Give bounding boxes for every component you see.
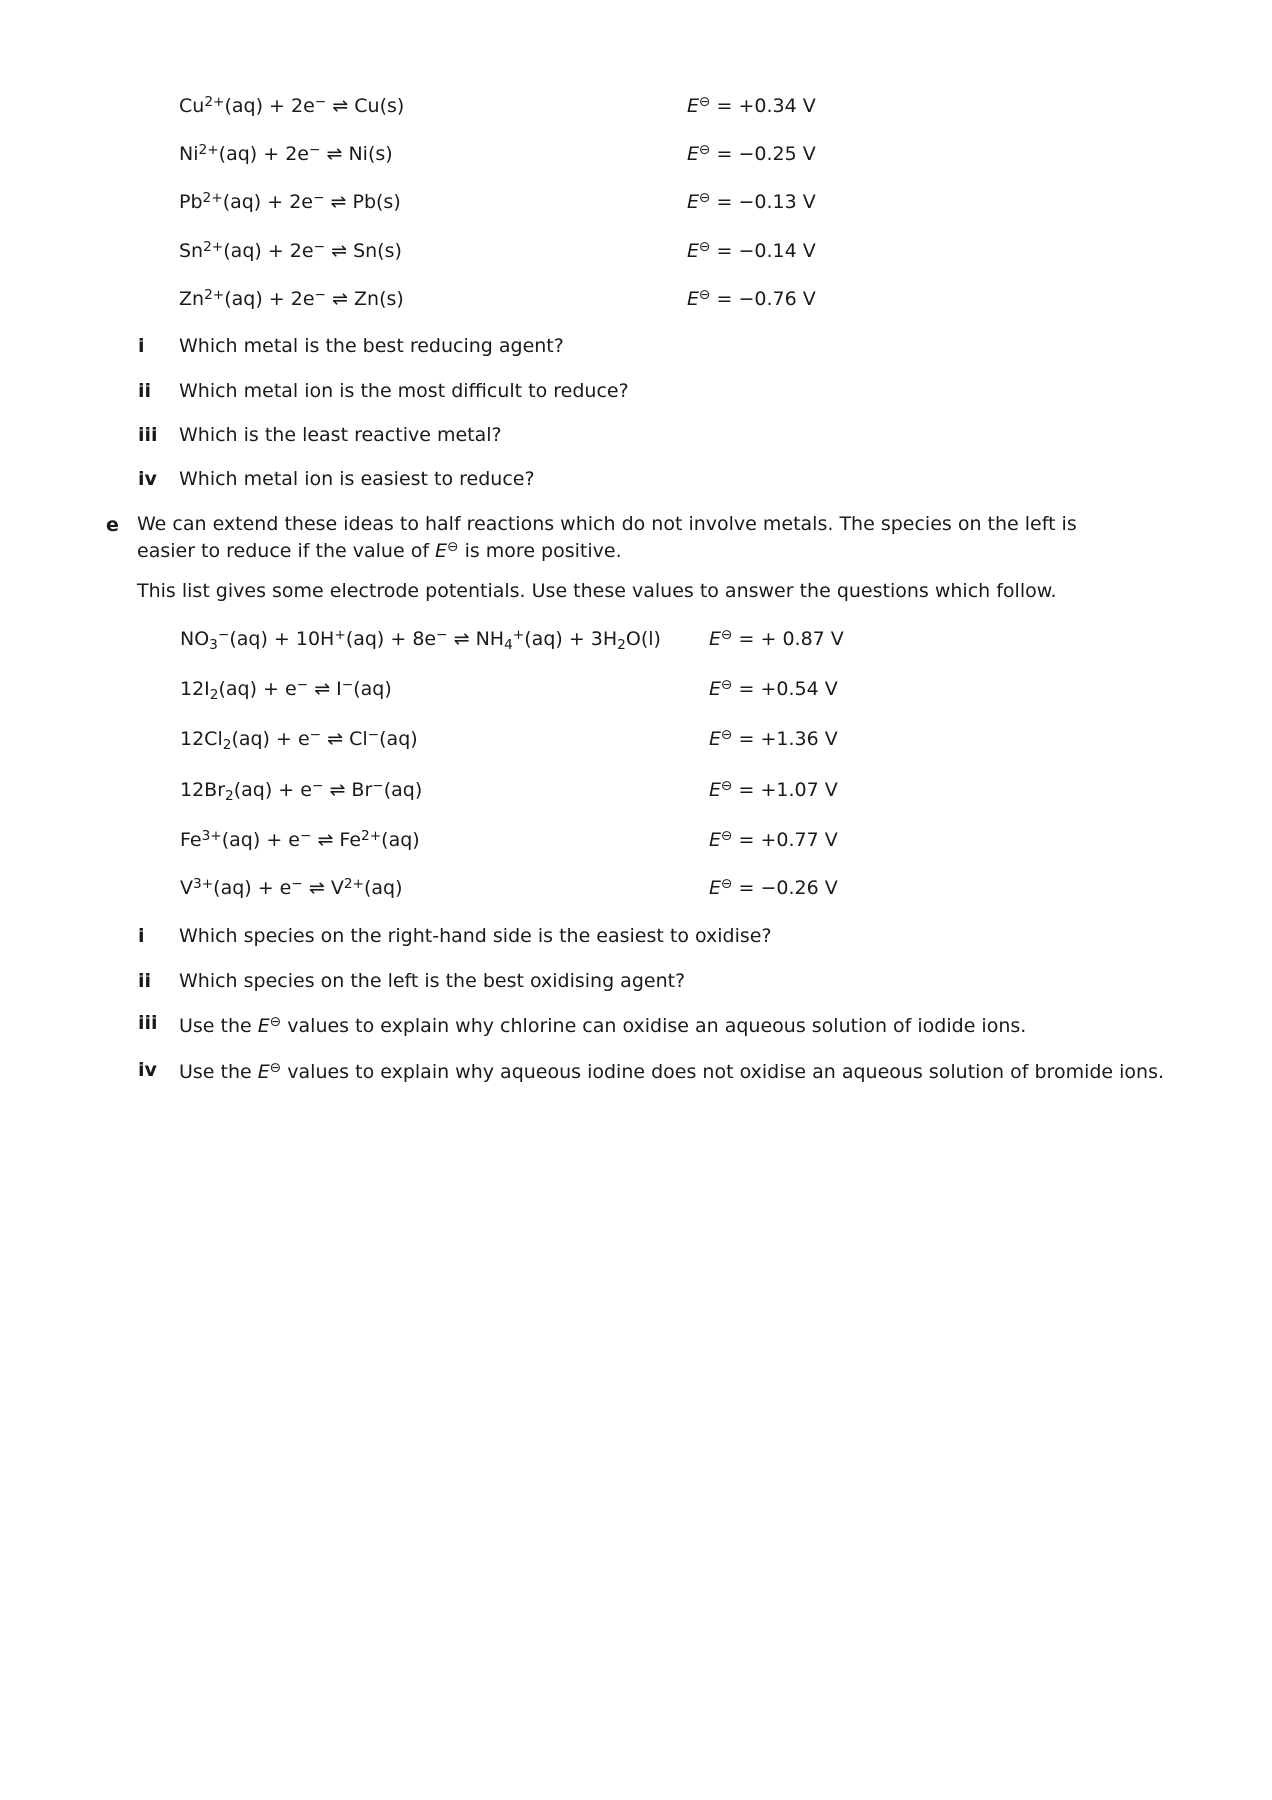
question-text [179, 1015, 1026, 1037]
subscript: 2 [617, 637, 626, 654]
equation-chlorine [180, 726, 418, 754]
potential-value: = +0.54 V [738, 678, 838, 700]
charge: − [291, 875, 303, 892]
question-label: ii [138, 380, 152, 402]
standard-state-icon: ⊖ [447, 538, 459, 555]
standard-state-icon: ⊖ [699, 238, 711, 255]
potential-symbol: E [709, 829, 722, 851]
potential-symbol: E [687, 143, 700, 165]
equation-iodine [180, 676, 392, 704]
potential-symbol: E [709, 779, 722, 801]
formula: (aq) [353, 678, 392, 700]
electrons: 2e [289, 240, 314, 262]
potential-value: = +0.34 V [716, 95, 816, 117]
ion-charge: 2+ [202, 189, 223, 206]
product: Cu(s) [354, 95, 405, 117]
potential-symbol: E [257, 1015, 270, 1037]
equilibrium-arrow-icon: ⇌ [332, 288, 348, 310]
text: Use the [179, 1015, 258, 1037]
potential-value: = −0.26 V [738, 877, 838, 899]
formula: 12Cl [180, 728, 223, 750]
equation-zn [179, 288, 404, 310]
charge: − [436, 626, 448, 643]
formula: (aq) + e [218, 678, 297, 700]
equation-vanadium [180, 877, 403, 899]
formula: 12I [180, 678, 210, 700]
product: Pb(s) [352, 191, 401, 213]
product: Ni(s) [348, 143, 393, 165]
standard-state-icon: ⊖ [721, 626, 733, 643]
formula: (aq) + e [221, 829, 300, 851]
electrons: 2e [285, 143, 309, 165]
charge: 2+ [343, 875, 364, 892]
standard-state-icon: ⊖ [721, 875, 733, 892]
equation-sn [179, 240, 402, 262]
ion-symbol: Zn [179, 288, 205, 310]
potential-chlorine [709, 728, 838, 750]
charge: − [309, 726, 322, 743]
potential-zn [687, 288, 816, 310]
potential-sn [687, 240, 816, 262]
ion-symbol: Sn [179, 240, 204, 262]
equilibrium-arrow-icon: ⇌ [330, 191, 347, 213]
potential-bromine [709, 779, 838, 801]
question-label: ii [138, 970, 152, 992]
charge: − [296, 676, 309, 693]
potential-ni [687, 143, 816, 165]
formula: (aq) [381, 829, 420, 851]
potential-iron [709, 829, 838, 851]
question-text: Which metal ion is easiest to reduce? [179, 468, 535, 490]
charge: − [311, 777, 324, 794]
potential-symbol: E [687, 95, 700, 117]
list-intro: This list gives some electrode potentials. Use these values to answer the questions which follow. [137, 580, 1057, 602]
ion-symbol: Cu [179, 95, 205, 117]
charge: + [334, 626, 346, 643]
potential-value: = −0.14 V [716, 240, 816, 262]
subscript: 2 [222, 737, 232, 754]
subscript: 4 [504, 637, 513, 654]
charge: − [299, 827, 312, 844]
potential-value: = +1.36 V [738, 728, 838, 750]
charge: − [372, 777, 384, 794]
standard-state-icon: ⊖ [721, 827, 733, 844]
text: Use the [179, 1061, 258, 1083]
formula: NO [180, 628, 210, 650]
electrons: 2e [290, 288, 315, 310]
potential-symbol: E [687, 288, 700, 310]
equation-pb [179, 191, 401, 213]
potential-vanadium [709, 877, 838, 899]
question-label: i [138, 335, 145, 357]
potential-symbol: E [435, 540, 448, 562]
electron-charge: − [313, 238, 326, 255]
subscript: 2 [225, 788, 234, 805]
electron-charge: − [314, 286, 326, 303]
potential-cu [687, 95, 816, 117]
equilibrium-arrow-icon: ⇌ [331, 240, 348, 262]
equation-nitrate [180, 626, 661, 654]
question-text: Which is the least reactive metal? [179, 424, 502, 446]
potential-value: = + 0.87 V [738, 628, 844, 650]
aq-plus: (aq) + [218, 143, 286, 165]
equation-cu [179, 95, 404, 117]
potential-value: = −0.76 V [716, 288, 816, 310]
charge: 2+ [361, 827, 382, 844]
potential-symbol: E [709, 877, 722, 899]
potential-value: = −0.25 V [716, 143, 816, 165]
potential-symbol: E [709, 628, 722, 650]
equation-ni [179, 143, 393, 165]
electron-charge: − [314, 93, 327, 110]
question-label: i [138, 925, 145, 947]
standard-state-icon: ⊖ [269, 1059, 282, 1076]
subscript: 2 [209, 687, 219, 704]
formula: (aq) + e [231, 728, 310, 750]
ion-symbol: Ni [179, 143, 199, 165]
text: values to explain why chlorine can oxidise an aqueous solution of iodide ions. [281, 1015, 1027, 1037]
ion-charge: 2+ [204, 286, 225, 303]
equilibrium-arrow-icon: ⇌ I [308, 678, 342, 700]
formula: (aq) + e [213, 877, 292, 899]
text: values to explain why aqueous iodine does not oxidise an aqueous solution of bromide ions. [281, 1061, 1165, 1083]
equilibrium-arrow-icon: ⇌ [332, 95, 349, 117]
electrons: 2e [291, 95, 315, 117]
potential-symbol: E [709, 678, 722, 700]
equilibrium-arrow-icon: ⇌ Fe [311, 829, 362, 851]
potential-pb [687, 191, 816, 213]
standard-state-icon: ⊖ [699, 286, 711, 303]
aq-plus: (aq) + [224, 95, 291, 117]
formula: O(l) [625, 628, 661, 650]
electron-charge: − [308, 141, 321, 158]
equation-bromine [180, 777, 423, 805]
question-label: iv [138, 468, 157, 490]
charge: + [512, 626, 525, 643]
formula: (aq) + 8e [345, 628, 437, 650]
charge: 3+ [201, 827, 222, 844]
formula: 12Br [180, 779, 226, 801]
charge: − [341, 676, 354, 693]
equilibrium-arrow-icon: ⇌ Cl [321, 728, 368, 750]
intro-text: is more positive. [458, 540, 622, 562]
part-e-intro [137, 511, 1127, 565]
formula: (aq) [379, 728, 418, 750]
question-text: Which species on the right-hand side is the easiest to oxidise? [179, 925, 772, 947]
ion-charge: 2+ [203, 238, 224, 255]
question-label: iv [138, 1059, 157, 1081]
question-text: Which metal ion is the most difficult to reduce? [179, 380, 629, 402]
aq-plus: (aq) + [223, 240, 290, 262]
potential-value: = +0.77 V [738, 829, 838, 851]
equilibrium-arrow-icon: ⇌ V [302, 877, 344, 899]
standard-state-icon: ⊖ [699, 141, 711, 158]
question-label: iii [138, 1012, 158, 1034]
question-text: Which species on the left is the best oxidising agent? [179, 970, 686, 992]
part-label: e [106, 514, 119, 536]
aq-plus: (aq) + [222, 191, 290, 213]
ion-charge: 2+ [204, 93, 225, 110]
standard-state-icon: ⊖ [721, 777, 733, 794]
product: Zn(s) [354, 288, 404, 310]
ion-charge: 2+ [198, 141, 219, 158]
charge: − [367, 726, 380, 743]
ion-symbol: Pb [179, 191, 203, 213]
formula: (aq) + e [233, 779, 312, 801]
equation-iron [180, 829, 420, 851]
electrons: 2e [289, 191, 313, 213]
formula: (aq) [364, 877, 403, 899]
aq-plus: (aq) + [224, 288, 291, 310]
standard-state-icon: ⊖ [269, 1013, 282, 1030]
formula: Fe [180, 829, 202, 851]
potential-value: = −0.13 V [716, 191, 816, 213]
standard-state-icon: ⊖ [721, 676, 733, 693]
standard-state-icon: ⊖ [699, 189, 711, 206]
question-label: iii [138, 424, 158, 446]
formula: (aq) [383, 779, 423, 801]
equilibrium-arrow-icon: ⇌ [326, 143, 343, 165]
formula: (aq) + 3H [524, 628, 618, 650]
potential-symbol: E [257, 1061, 270, 1083]
electron-charge: − [313, 189, 325, 206]
question-text [179, 1059, 1169, 1085]
charge: − [217, 626, 230, 643]
potential-iodine [709, 678, 838, 700]
standard-state-icon: ⊖ [699, 93, 711, 110]
equilibrium-arrow-icon: ⇌ Br [323, 779, 373, 801]
equilibrium-arrow-icon: ⇌ NH [447, 628, 505, 650]
question-text: Which metal is the best reducing agent? [179, 335, 564, 357]
product: Sn(s) [353, 240, 402, 262]
intro-text: We can extend these ideas to half reactions which do not involve metals. The species on the left is easier to reduce if the value of [137, 513, 1077, 562]
subscript: 3 [209, 637, 218, 654]
potential-symbol: E [709, 728, 722, 750]
potential-value: = +1.07 V [738, 779, 838, 801]
potential-nitrate [709, 628, 844, 650]
formula: V [180, 877, 193, 899]
standard-state-icon: ⊖ [721, 726, 733, 743]
charge: 3+ [193, 875, 214, 892]
formula: (aq) + 10H [229, 628, 335, 650]
potential-symbol: E [687, 191, 700, 213]
potential-symbol: E [687, 240, 700, 262]
